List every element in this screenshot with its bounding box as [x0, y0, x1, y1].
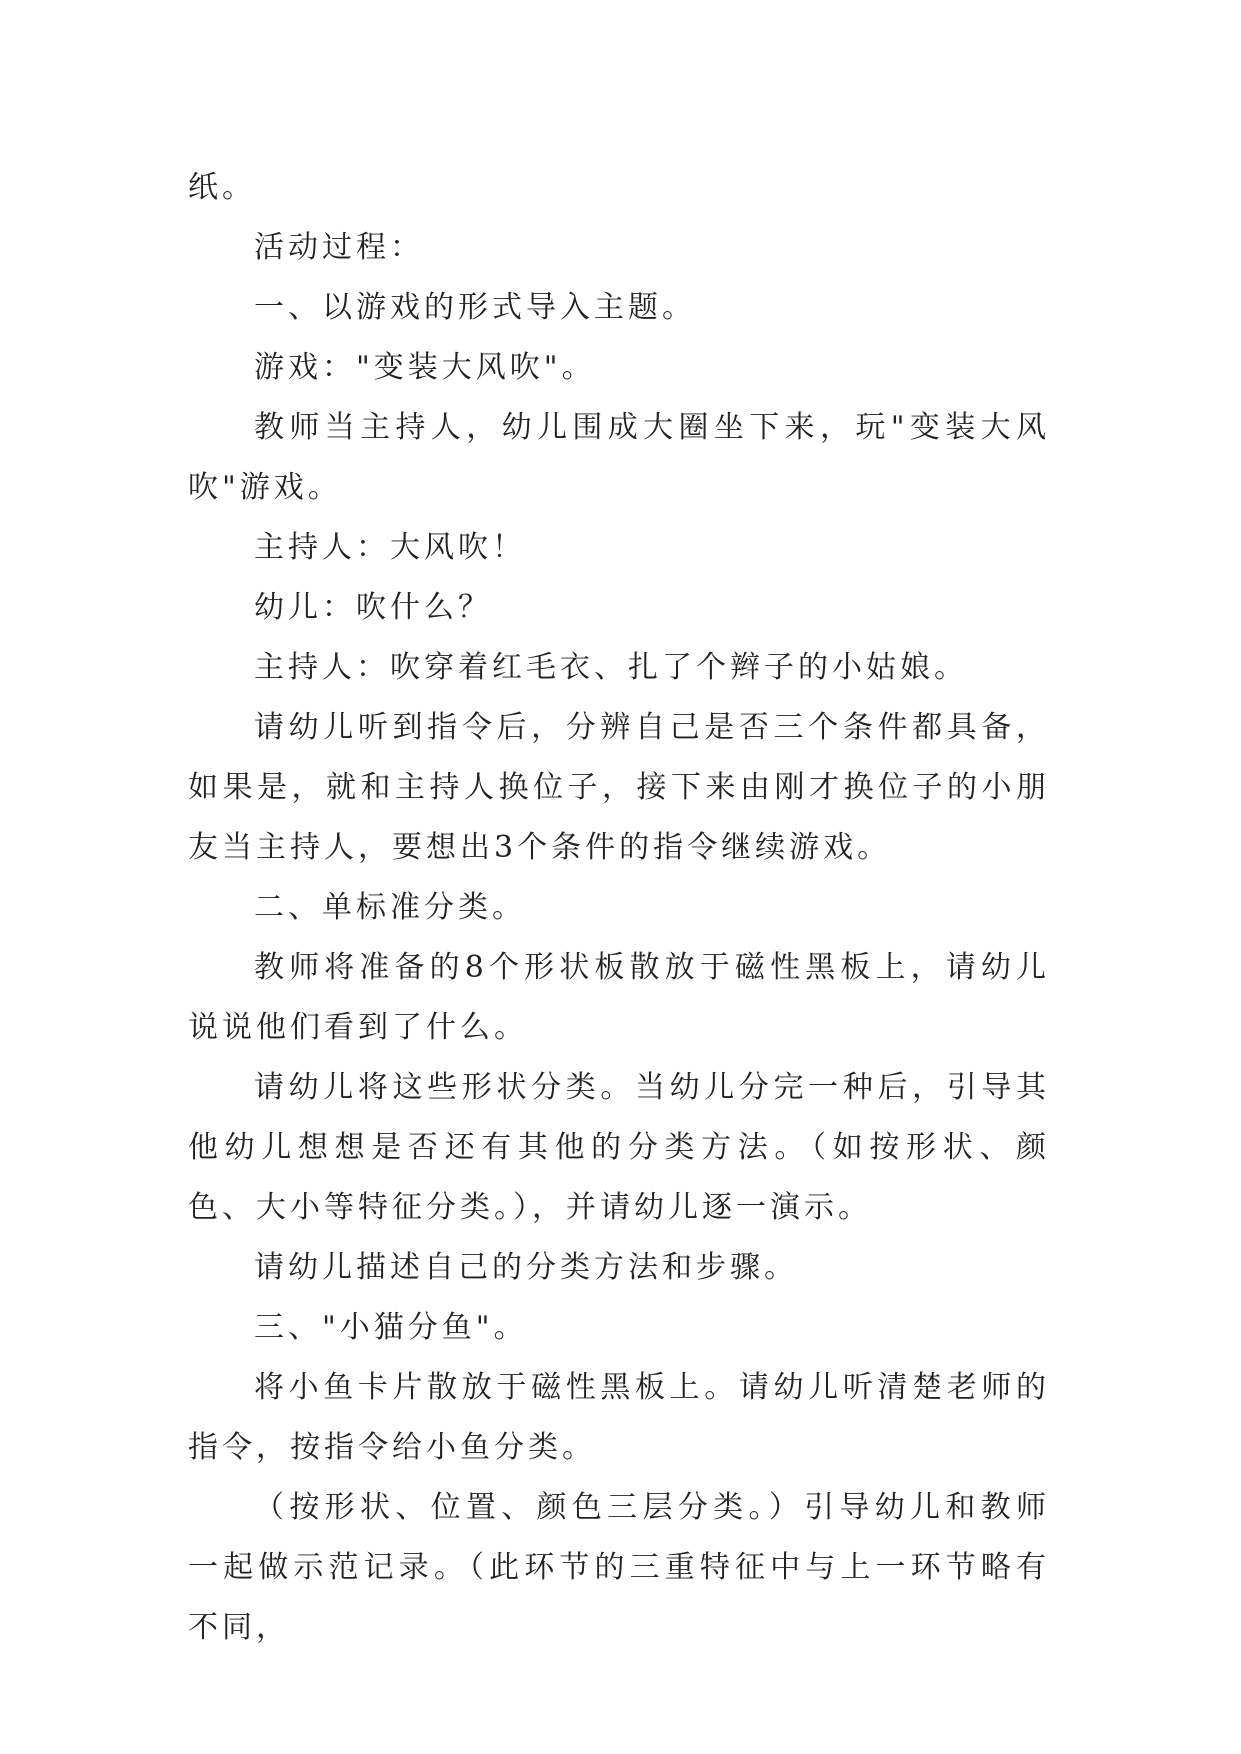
paragraph-classification: 请幼儿将这些形状分类。当幼儿分完一种后，引导其他幼儿想想是否还有其他的分类方法。（如按形状、颜色、大小等特征分类。），并请幼儿逐一演示。: [188, 1070, 1050, 1225]
paragraph-child-line: 幼儿：吹什么？: [254, 590, 492, 625]
paragraph-host-line: 主持人：大风吹！: [254, 530, 526, 565]
paragraph-game-rules: 请幼儿听到指令后，分辨自己是否三个条件都具备，如果是，就和主持人换位子，接下来由刚才换位子的小朋友当主持人，要想出3个条件的指令继续游戏。: [188, 710, 1050, 865]
paragraph-describe-method: 请幼儿描述自己的分类方法和步骤。: [254, 1250, 798, 1285]
paragraph-game-description: 教师当主持人，幼儿围成大圈坐下来，玩"变装大风吹"游戏。: [188, 410, 1050, 505]
paragraph-continuation: 纸。: [188, 170, 256, 205]
paragraph-fish-cards: 将小鱼卡片散放于磁性黑板上。请幼儿听清楚老师的指令，按指令给小鱼分类。: [188, 1370, 1050, 1465]
document-body: [188, 158, 1050, 1658]
paragraph-section-two: 二、单标准分类。: [254, 890, 526, 925]
paragraph-activity-process: 活动过程：: [254, 230, 424, 265]
paragraph-section-three: 三、"小猫分鱼"。: [254, 1310, 528, 1345]
paragraph-three-layer: （按形状、位置、颜色三层分类。）引导幼儿和教师一起做示范记录。（此环节的三重特征中与上一环节略有不同，: [188, 1490, 1050, 1645]
paragraph-host-instruction: 主持人：吹穿着红毛衣、扎了个辫子的小姑娘。: [254, 650, 968, 685]
paragraph-section-one: 一、以游戏的形式导入主题。: [254, 290, 696, 325]
paragraph-shape-boards: 教师将准备的8个形状板散放于磁性黑板上，请幼儿说说他们看到了什么。: [188, 950, 1050, 1045]
paragraph-game-title: 游戏："变装大风吹"。: [254, 350, 596, 385]
